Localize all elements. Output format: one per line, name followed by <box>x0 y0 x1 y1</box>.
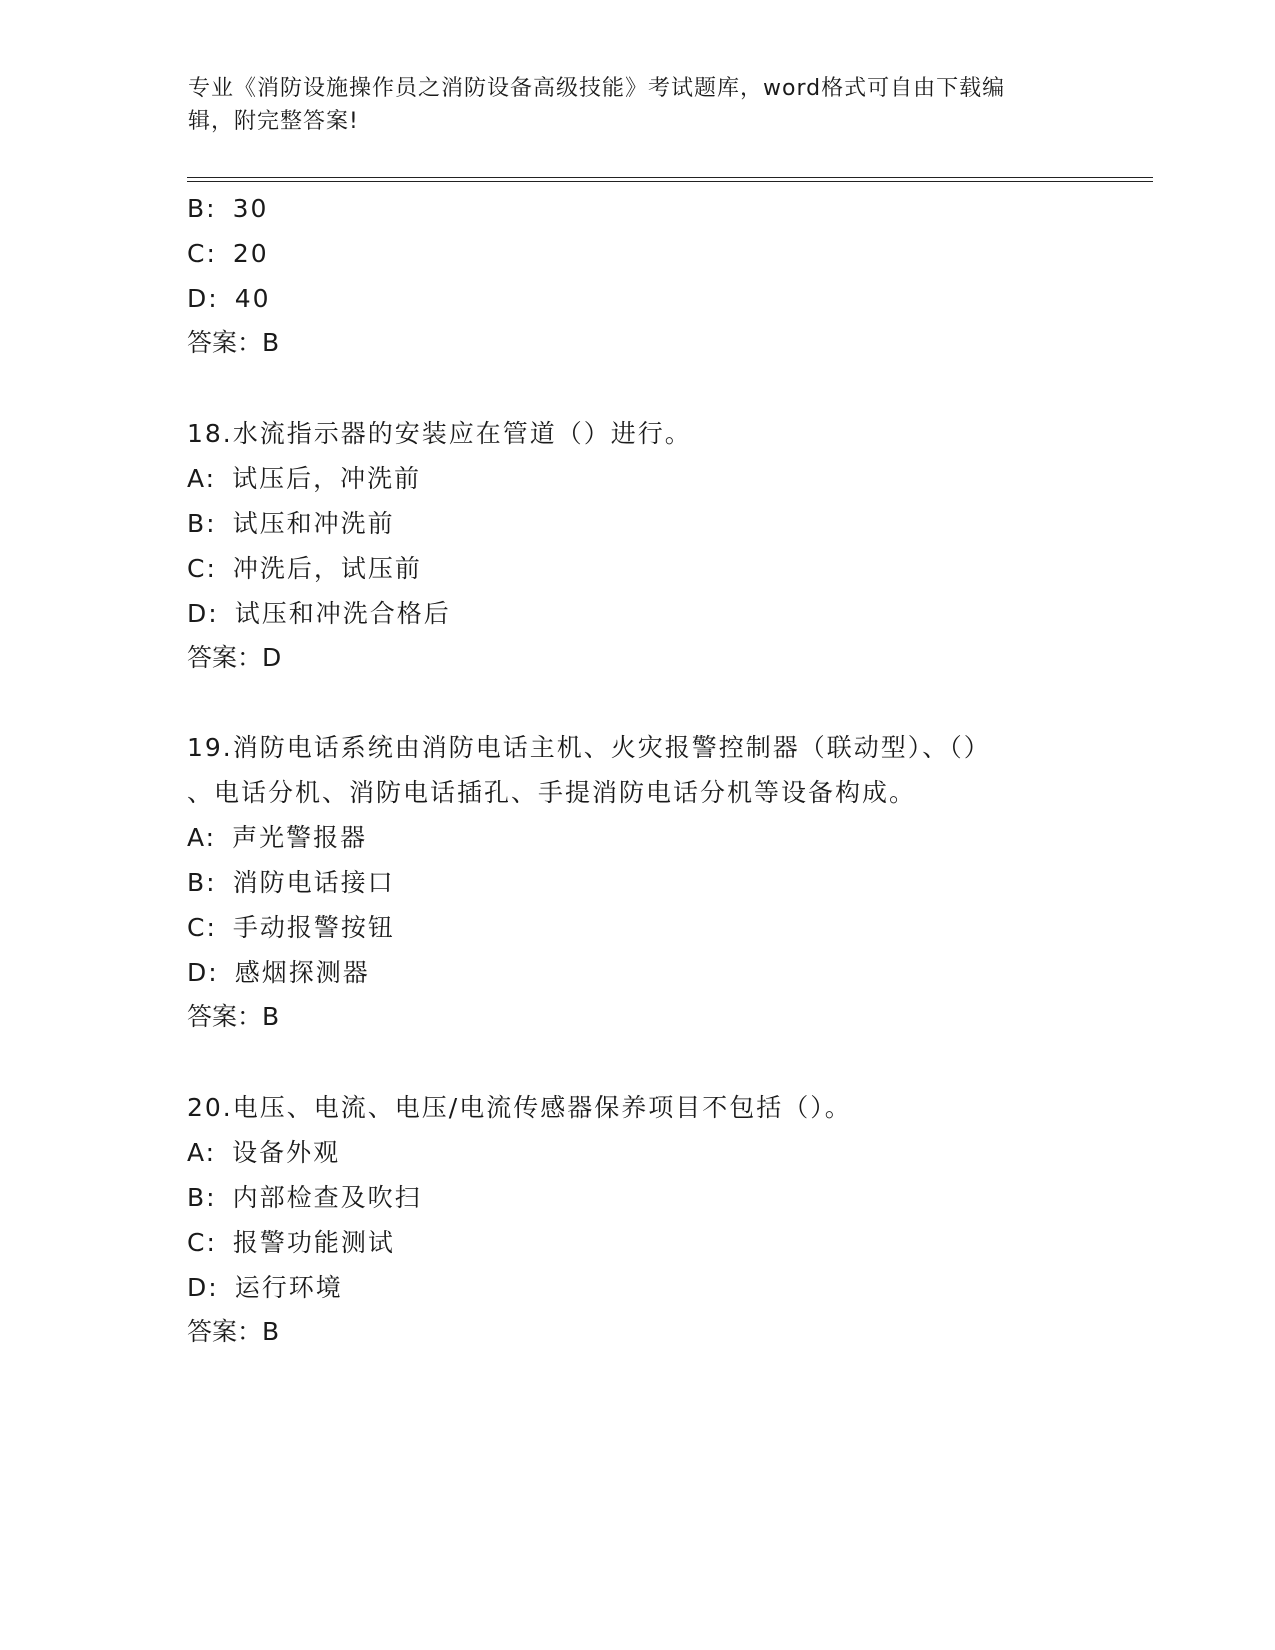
answer-value: B <box>262 1002 280 1031</box>
option-text: 试压后，冲洗前 <box>232 464 422 493</box>
option-letter: D: <box>187 599 219 628</box>
option-b <box>187 508 395 540</box>
answer-line <box>187 327 279 359</box>
question-text-continued <box>187 777 916 809</box>
option-a <box>187 463 421 495</box>
answer-value: D <box>262 643 282 672</box>
option-text: 报警功能测试 <box>232 1228 395 1257</box>
option-a <box>187 1137 340 1169</box>
option-b <box>187 193 268 225</box>
option-text: 试压和冲洗合格后 <box>234 599 451 628</box>
question-text-line: 电压、电流、电压/电流传感器保养项目不包括（）。 <box>232 1093 852 1122</box>
option-text: 消防电话接口 <box>232 868 395 897</box>
option-d <box>187 598 451 630</box>
option-d <box>187 1272 343 1304</box>
option-letter: D: <box>187 1273 219 1302</box>
answer-label: 答案： <box>187 1002 263 1031</box>
question-text <box>187 732 991 764</box>
option-text: 手动报警按钮 <box>232 913 395 942</box>
option-text: 40 <box>234 284 271 313</box>
answer-value: B <box>262 328 280 357</box>
option-c <box>187 238 269 270</box>
option-d <box>187 283 271 315</box>
option-letter: B: <box>187 509 217 538</box>
header-line-2: 辑，附完整答案! <box>188 109 359 134</box>
option-text: 内部检查及吹扫 <box>232 1183 422 1212</box>
option-letter: C: <box>187 1228 217 1257</box>
header-rule-top <box>187 177 1153 178</box>
answer-line <box>187 1001 279 1033</box>
question-text-line: 、电话分机、消防电话插孔、手提消防电话分机等设备构成。 <box>187 778 917 807</box>
option-b <box>187 867 395 899</box>
option-letter: A: <box>187 1138 217 1167</box>
option-text: 试压和冲洗前 <box>232 509 395 538</box>
option-d <box>187 957 370 989</box>
option-letter: B: <box>187 1183 217 1212</box>
option-text: 30 <box>232 194 269 223</box>
option-text: 感烟探测器 <box>234 958 370 987</box>
document-header <box>188 72 1068 138</box>
question-number: 18. <box>187 419 233 448</box>
option-letter: D: <box>187 284 219 313</box>
option-letter: C: <box>187 554 217 583</box>
option-letter: C: <box>187 239 217 268</box>
option-letter: A: <box>187 823 217 852</box>
header-line-1: 专业《消防设施操作员之消防设备高级技能》考试题库，word格式可自由下载编 <box>188 76 1006 101</box>
option-text: 声光警报器 <box>232 823 368 852</box>
answer-value: B <box>262 1317 280 1346</box>
question-number: 20. <box>187 1093 233 1122</box>
option-text: 设备外观 <box>232 1138 341 1167</box>
header-rule-bottom <box>187 181 1153 182</box>
question-text-line: 水流指示器的安装应在管道（）进行。 <box>232 419 692 448</box>
option-letter: B: <box>187 194 217 223</box>
option-c <box>187 553 422 585</box>
option-c <box>187 912 395 944</box>
option-letter: A: <box>187 464 217 493</box>
answer-line <box>187 642 281 674</box>
option-c <box>187 1227 395 1259</box>
answer-label: 答案： <box>187 328 263 357</box>
question-text-line: 消防电话系统由消防电话主机、火灾报警控制器（联动型）、（） <box>232 733 991 762</box>
answer-label: 答案： <box>187 1317 263 1346</box>
question-number: 19. <box>187 733 233 762</box>
option-b <box>187 1182 422 1214</box>
option-letter: B: <box>187 868 217 897</box>
option-text: 冲洗后，试压前 <box>232 554 422 583</box>
option-letter: D: <box>187 958 219 987</box>
question-text <box>187 1092 852 1124</box>
option-letter: C: <box>187 913 217 942</box>
option-text: 运行环境 <box>234 1273 343 1302</box>
answer-line <box>187 1316 279 1348</box>
option-a <box>187 822 367 854</box>
option-text: 20 <box>232 239 269 268</box>
answer-label: 答案： <box>187 643 263 672</box>
question-text <box>187 418 692 450</box>
